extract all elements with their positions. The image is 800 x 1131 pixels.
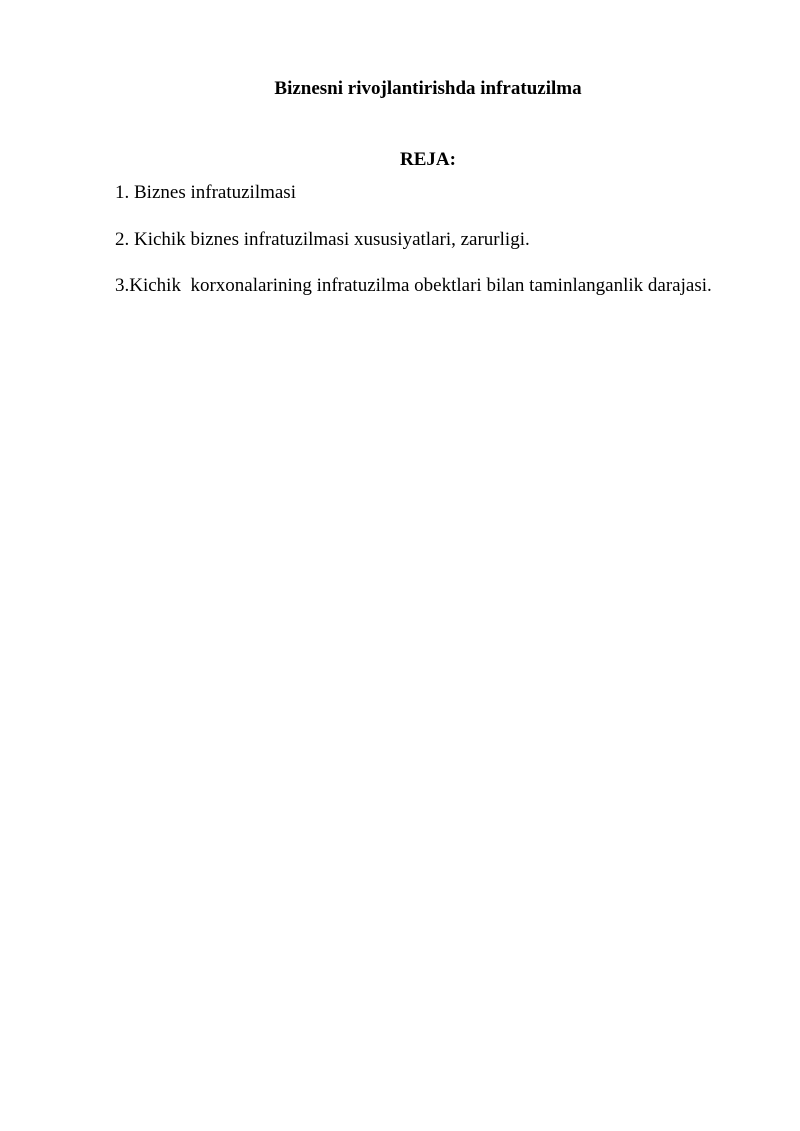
- plan-item: 1. Biznes infratuzilmasi: [115, 182, 296, 203]
- document-title: Biznesni rivojlantirishda infratuzilma: [274, 78, 582, 99]
- plan-heading: REJA:: [400, 149, 456, 170]
- plan-item: 3.Kichik korxonalarining infratuzilma obektlari bilan taminlanganlik darajasi.: [115, 275, 712, 296]
- plan-list: [115, 181, 712, 321]
- plan-item: 2. Kichik biznes infratuzilmasi xususiyatlari, zarurligi.: [115, 228, 530, 250]
